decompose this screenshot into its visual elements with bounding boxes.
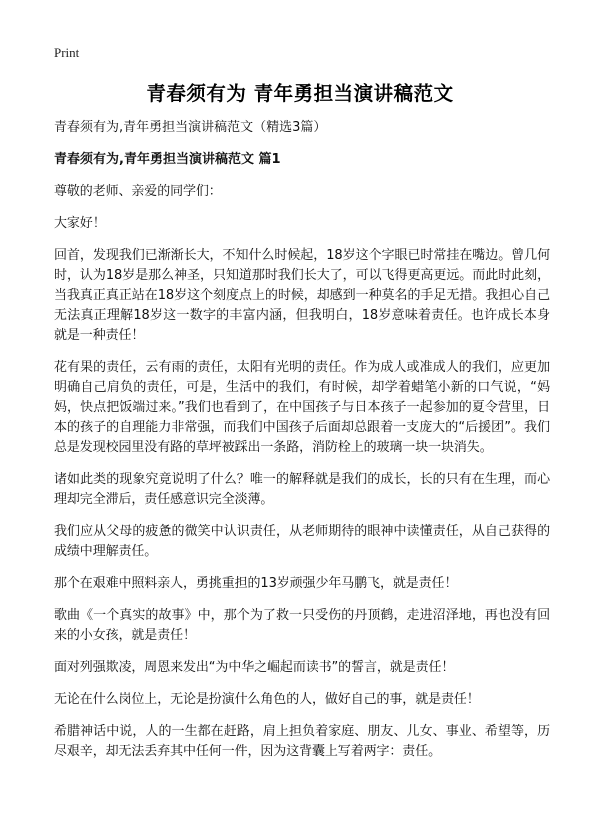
section-heading: 青春须有为,青年勇担当演讲稿范文 篇1 <box>54 152 281 167</box>
paragraph-explanation: 诸如此类的现象究竟说明了什么？唯一的解释就是我们的成长，长的只有在生理，而心理却完全滞后，责任感意识完全淡薄。 <box>54 472 550 507</box>
paragraph-responsibility: 花有果的责任，云有雨的责任，太阳有光明的责任。作为成人或准成人的我们，应更加明确自己肩负的责任，可是，生活中的我们，有时候，却学着蜡笔小新的口气说，“妈妈，快点把饭端过来。”我们也看到了，在中国孩子与日本孩子一起参加的夏令营里，日本的孩子的自理能力非常强，而我们中国孩子后面却总跟着一支庞大的“后援团”。我们总是发现校园里没有路的草坪被踩出一条路，消防栓上的玻璃一块一块消失。 <box>54 360 550 455</box>
paragraph-understand: 我们应从父母的疲惫的微笑中认识责任，从老师期待的眼神中读懂责任，从自己获得的成绩中理解责任。 <box>54 524 550 559</box>
paragraph-greek-myth: 希腊神话中说，人的一生都在赶路，肩上担负着家庭、朋友、儿女、事业、希望等，历尽艰辛，却无法丢弃其中任何一件，因为这背囊上写着两字：责任。 <box>54 724 550 759</box>
print-link[interactable]: Print <box>54 45 80 60</box>
paragraph-hello: 大家好！ <box>54 216 106 231</box>
paragraph-greeting: 尊敬的老师、亲爱的同学们： <box>54 184 222 199</box>
paragraph-ma-pengfei: 那个在艰难中照料亲人，勇挑重担的13岁顽强少年马鹏飞，就是责任！ <box>54 576 458 591</box>
paragraph-any-role: 无论在什么岗位上，无论是扮演什么角色的人，做好自己的事，就是责任！ <box>54 692 480 707</box>
paragraph-18-years: 回首，发现我们已渐渐长大，不知什么时候起，18岁这个字眼已时常挂在嘴边。曾几何时，认为18岁是那么神圣，只知道那时我们长大了，可以飞得更高更远。而此时此刻，当我真正真正站在18岁这个刻度点上的时候，却感到一种莫名的手足无措。我担心自己无法真正理解18岁这一数字的丰富内涵，但我明白，18岁意味着责任。也许成长本身就是一种责任！ <box>54 248 550 343</box>
article-subtitle: 青春须有为,青年勇担当演讲稿范文（精选3篇） <box>54 120 327 135</box>
article-body <box>54 118 550 774</box>
paragraph-song: 歌曲《一个真实的故事》中，那个为了救一只受伤的丹顶鹤，走进沼泽地，再也没有回来的小女孩，就是责任！ <box>54 608 550 643</box>
page-title: 青春须有为 青年勇担当演讲稿范文 <box>146 82 454 105</box>
paragraph-zhou-enlai: 面对列强欺凌，周恩来发出“为中华之崛起而读书”的誓言，就是责任！ <box>54 660 455 675</box>
